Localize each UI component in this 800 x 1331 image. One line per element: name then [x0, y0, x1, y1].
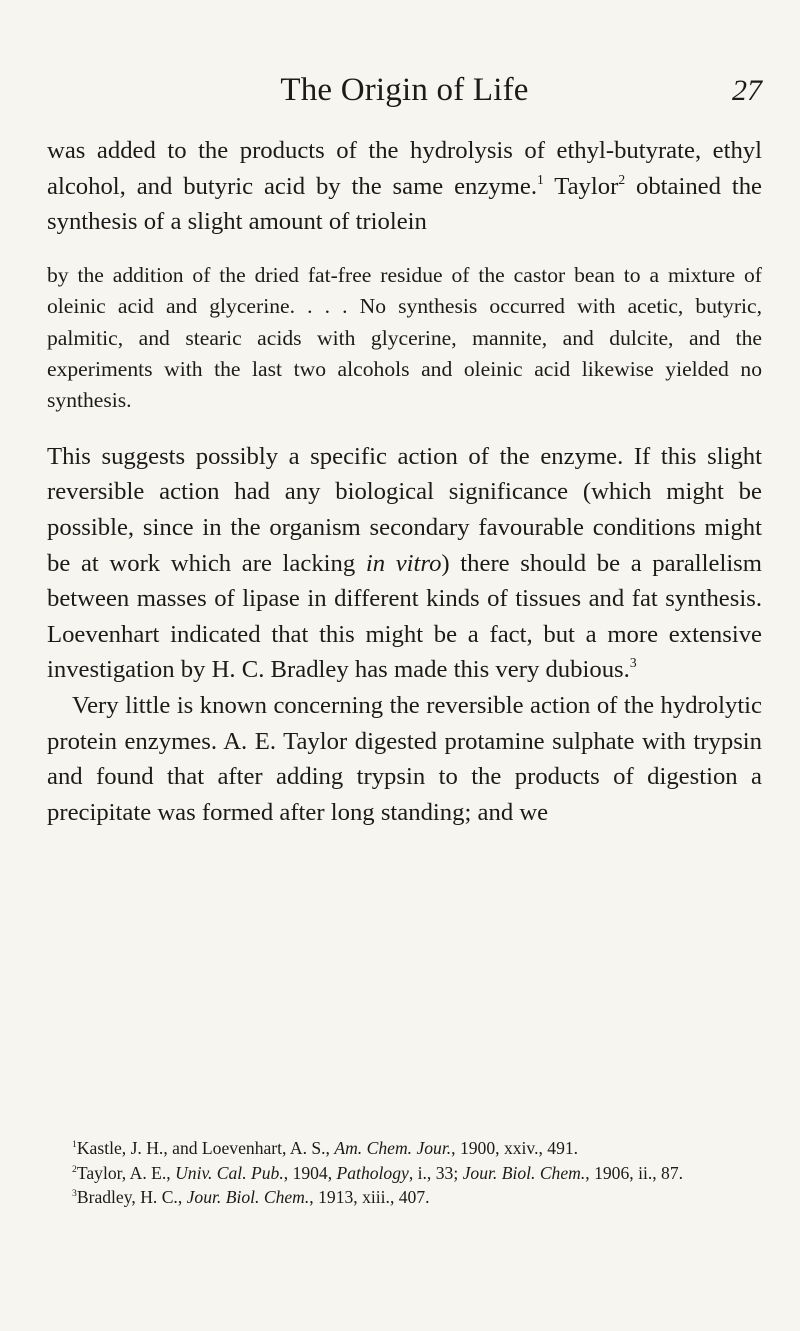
footnote-3 — [47, 1185, 762, 1210]
footnote-mark: 3 — [72, 1187, 77, 1199]
footnote-details: , 1904, — [283, 1162, 337, 1183]
footnote-authors: Kastle, J. H., and Loevenhart, A. S., — [76, 1138, 335, 1158]
footnote-mark: 2 — [72, 1163, 77, 1175]
paragraph-protein-enzymes: Very little is known concerning the reversible action of the hydrolytic protein enzymes. A. E. Taylor digested protamine sulphate with trypsin and found that after adding trypsin to the products of digestion a precipitate was formed after long standing; and we — [47, 691, 762, 826]
footnotes — [47, 1136, 762, 1210]
paragraph-text: obtained the synthesis of a slight amount of triolein — [47, 172, 763, 236]
paragraph-text: This suggests possibly a specific action of the enzyme. If this slight reversible action had any biological significance (which might be possible, since in the organism secondary favourable conditions might be at work which are lacking — [47, 442, 762, 577]
footnote-details: , i., 33; — [408, 1162, 463, 1183]
footnote-authors: Bradley, H. C., — [76, 1187, 187, 1208]
footnote-ref: 2 — [618, 171, 626, 187]
footnote-details: , 1900, xxiv., 491. — [451, 1138, 579, 1158]
page-number: 27 — [732, 74, 762, 107]
footnote-details: , 1906, ii., 87. — [585, 1162, 684, 1183]
footnote-journal: Jour. Biol. Chem. — [186, 1187, 310, 1208]
footnote-journal: Am. Chem. Jour. — [334, 1138, 452, 1158]
footnote-2 — [47, 1161, 762, 1186]
page-header — [47, 72, 762, 116]
footnote-ref: 3 — [629, 655, 637, 671]
running-title: The Origin of Life — [280, 72, 529, 108]
paragraph-opening — [47, 133, 762, 240]
book-page — [47, 0, 762, 1331]
block-quote: by the addition of the dried fat-free residue of the castor bean to a mixture of oleinic acid and glycerine. . . . No synthesis occurred with acetic, butyric, palmitic, and stearic acids with glycerine, mannite, and dulcite, and the experiments with the last two alcohols and oleinic acid likewise yielded no synthesis. — [47, 262, 762, 413]
footnote-mark: 1 — [72, 1138, 77, 1150]
italic-phrase: in vitro — [365, 549, 442, 577]
footnote-journal: Pathology — [336, 1162, 409, 1183]
footnote-journal: Jour. Biol. Chem. — [462, 1162, 586, 1183]
paragraph-text: Taylor — [543, 172, 619, 200]
footnote-1 — [47, 1136, 762, 1161]
paragraph-text: was added to the products of the hydrolysis of ethyl-butyrate, ethyl alcohol, and butyric acid by the same enzyme. — [47, 137, 762, 200]
footnote-authors: Taylor, A. E., — [76, 1162, 176, 1183]
footnote-journal: Univ. Cal. Pub. — [175, 1162, 284, 1183]
paragraph-lipase — [47, 439, 762, 688]
paragraph-text: ) there should be a parallelism between masses of lipase in different kinds of tissues and fat synthesis. Loevenhart indicated that this might be a fact, but a more extensive investigation by H. C. Bradley has made this very dubious. — [47, 549, 762, 684]
body-text — [47, 133, 762, 830]
footnote-ref: 1 — [537, 171, 544, 187]
footnote-details: , 1913, xiii., 407. — [309, 1187, 430, 1208]
